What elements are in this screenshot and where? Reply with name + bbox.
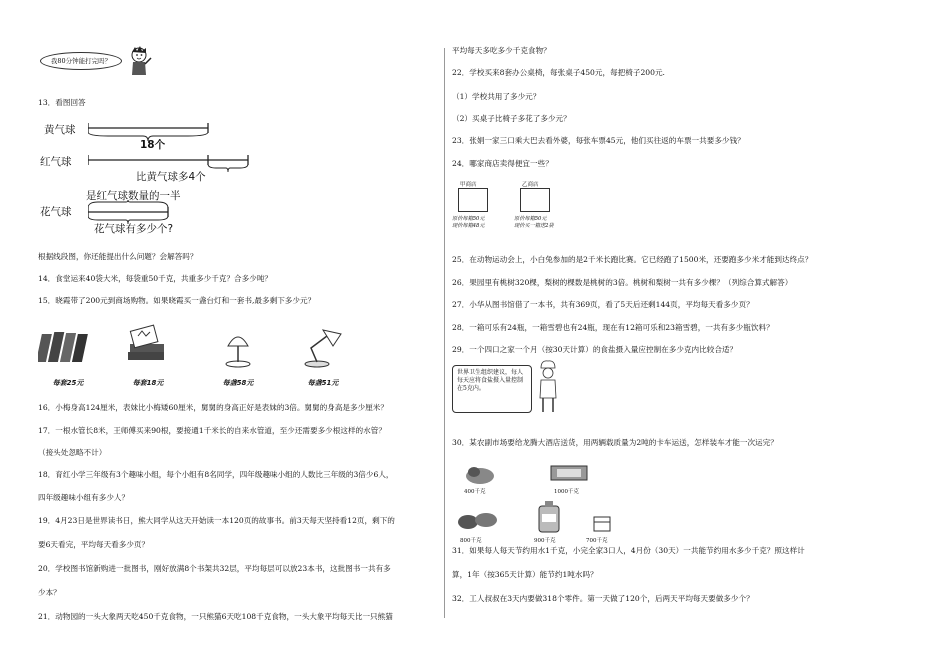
q15: 15．晓霞带了200元到商场购物。如果晓霞买一盏台灯和一套书,最多剩下多少元？	[38, 296, 316, 305]
shop-a-line1: 原价每箱50元	[452, 216, 485, 222]
food-weight-4: 900千克	[534, 538, 556, 544]
q27: 27．小华从图书馆借了一本书，共有369页，看了5天后还剩144页，平均每天看多少页？	[452, 300, 754, 309]
lamp-2	[293, 324, 353, 388]
can-icon	[590, 514, 614, 534]
red-balloon-note: 比黄气球多4个	[136, 171, 206, 183]
desk-lamp-icon	[293, 324, 353, 368]
lamp-1	[208, 324, 268, 388]
milk-box-icon	[520, 188, 550, 212]
q26: 26．果园里有桃树320棵，梨树的棵数是桃树的3倍。桃树和梨树一共有多少棵？（列综合算式解答）	[452, 278, 793, 287]
meat-icon	[454, 508, 502, 532]
q14: 14．食堂运来40袋大米，每袋重50千克，共重多少千克？合多少吨？	[38, 274, 273, 283]
q31-line1: 31．如果每人每天节约用水1千克，小完全家3口人，4月份（30天）一共能节约用水多少千克？照这样计	[452, 546, 805, 555]
shop-b-line1: 原价每箱50元	[514, 216, 547, 222]
oil-jug-icon	[534, 500, 564, 534]
q19-line2: 要6天看完，平均每天看多少页？	[38, 540, 150, 549]
q22-part2: （2）买桌子比椅子多花了多少元？	[452, 114, 571, 123]
books-stack-icon	[118, 324, 178, 368]
goods-price-3: 每盏58元	[222, 379, 254, 387]
food-weight-2: 1000千克	[554, 489, 579, 495]
q21-line2: 平均每天多吃多少千克食物？	[452, 46, 551, 55]
q13-title: 13．看图回答	[38, 98, 86, 107]
q31-line2: 算，1年（按365天计算）能节约1吨水吗？	[452, 570, 598, 579]
speech-bubble: 我80分钟能打完吗？	[40, 52, 122, 70]
column-divider	[444, 48, 445, 618]
shop-a-line2: 现价每箱48元	[452, 223, 485, 229]
goods-price-1: 每套25元	[52, 379, 84, 387]
goods-illustration	[38, 324, 368, 388]
shop-b-name: 乙商店	[522, 182, 539, 188]
q17-note: （接头处忽略不计）	[38, 448, 107, 457]
q17: 17．一根水管长8米，王师傅买来90根，要接通1千米长的自来水管道，至少还需要多少根这样的水管？	[38, 426, 386, 435]
q18-line1: 18．育红小学三年级有3个趣味小组，每个小组有8名同学，四年级趣味小组的人数比三年级的3倍少6人，	[38, 470, 394, 479]
food-weight-3: 800千克	[460, 538, 482, 544]
shop-b-prices	[514, 216, 554, 230]
q29: 29．一个四口之家一个月（按30天计算）的食盐摄入量应控制在多少克内比较合适？	[452, 345, 738, 354]
book-set-2	[118, 324, 178, 388]
shop-a-prices	[452, 216, 485, 230]
food-weight-1: 400千克	[464, 489, 486, 495]
q22: 22．学校买来8套办公桌椅，每张桌子450元，每把椅子200元.	[452, 68, 665, 77]
goods-price-2: 每套18元	[132, 379, 164, 387]
shop-a	[452, 180, 500, 245]
milk-box-icon	[458, 188, 488, 212]
q28: 28．一箱可乐有24瓶，一箱雪碧也有24瓶，现在有12箱可乐和23箱雪碧，一共有多少瓶饮料？	[452, 323, 774, 332]
q21-line1: 21．动物园的一头大象两天吃450千克食物，一只熊猫6天吃108千克食物，一头大象平均每天比一只熊猫	[38, 612, 393, 621]
goods-price-4: 每盏51元	[307, 379, 339, 387]
red-balloon-label: 红气球	[40, 156, 72, 168]
shop-b	[514, 180, 562, 245]
book-set-1	[38, 324, 98, 388]
flower-balloon-label: 花气球	[40, 206, 72, 218]
q20-line1: 20．学校图书馆新购进一批图书，刚好放满8个书架共32层，平均每层可以放23本书，这批图书一共有多	[38, 564, 391, 573]
shops-illustration	[452, 180, 572, 245]
flower-balloon-question: 花气球有多少个?	[94, 223, 174, 235]
q23: 23．张娟一家三口乘大巴去看外婆，每张车票45元，他们买往返的车票一共要多少钱？	[452, 136, 745, 145]
q24: 24．哪家商店卖得便宜一些？	[452, 159, 553, 168]
right-column	[452, 40, 912, 665]
q20-line2: 少本？	[38, 588, 61, 597]
crate-icon	[547, 462, 591, 484]
q32: 32．工人叔叔在3天内要做318个零件。第一天做了120个，后两天平均每天要做多少个？	[452, 594, 754, 603]
shop-a-name: 甲商店	[460, 182, 477, 188]
left-column	[38, 40, 438, 665]
q25: 25．在动物运动会上，小白兔参加的是2千米长跑比赛。它已经跑了1500米，还要跑多少米才能到达终点？	[452, 255, 813, 264]
q18-line2: 四年级趣味小组有多少人？	[38, 493, 130, 502]
yellow-balloon-label: 黄气球	[44, 124, 76, 136]
books-icon	[38, 324, 98, 368]
produce-basket-icon	[460, 460, 500, 486]
shop-b-line2: 现价买一箱送2袋	[514, 223, 554, 229]
food-weight-5: 700千克	[586, 538, 608, 544]
yellow-count: 18个	[140, 139, 166, 151]
desk-lamp-icon	[208, 324, 268, 368]
chef-illustration-icon	[536, 358, 560, 416]
foods-illustration	[452, 460, 632, 555]
flower-balloon-note: 是红气球数量的一半	[86, 190, 181, 202]
q13-text: 根据线段图，你还能提出什么问题？会解答吗？	[38, 252, 198, 261]
q22-part1: （1）学校共用了多少元？	[452, 92, 541, 101]
q19-line1: 19．4月23日是世界读书日，熊大同学从这天开始读一本120页的故事书。前3天每天坚持看12页，剩下的	[38, 516, 395, 525]
boy-illustration-icon	[124, 45, 154, 79]
q30: 30．某农副市场要给龙腾大酒店送货，用两辆载质量为2吨的卡车运送，怎样装车才能一次运完？	[452, 438, 778, 447]
who-advice-box: 世界卫生组织建议，每人每天应将食盐摄入量控制在5克内。	[452, 365, 532, 413]
q16: 16．小梅身高124厘米，表妹比小梅矮60厘米，舅舅的身高正好是表妹的3倍。舅舅的身高是多少厘米？	[38, 403, 388, 412]
line-segment-diagram	[38, 118, 268, 240]
